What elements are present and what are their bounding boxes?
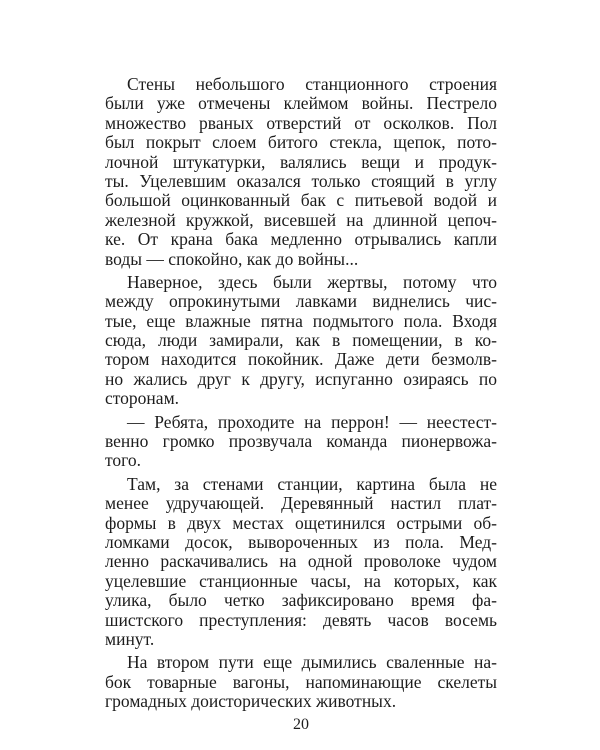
text-line: ке. От крана бака медленно отрывались капли — [105, 229, 497, 250]
text-line: был покрыт слоем битого стекла, щепок, пото- — [105, 132, 497, 153]
text-line: венно громко прозвучала команда пионервожа- — [105, 431, 497, 452]
paragraph — [105, 475, 497, 650]
text-line: железной кружкой, висевшей на длинной цепоч- — [105, 209, 497, 230]
text-line: Наверное, здесь были жертвы, потому что — [127, 271, 497, 292]
text-line: бок товарные вагоны, напоминающие скелеты — [105, 671, 497, 692]
text-line: громадных доисторических животных. — [105, 691, 397, 712]
body-text — [105, 75, 497, 712]
text-line: тором находится покойник. Даже дети безмолв- — [105, 349, 497, 370]
text-line: менее удручающей. Деревянный настил плат- — [105, 493, 497, 514]
text-line: минут. — [105, 628, 155, 649]
text-line: между опрокинутыми лавками виднелись чис- — [105, 291, 497, 312]
text-line: улика, было четко зафиксировано время фа- — [105, 590, 497, 611]
text-line: Там, за стенами станции, картина была не — [127, 473, 497, 494]
text-line: Стены небольшого станционного строения — [127, 74, 497, 94]
text-line: ты. Уцелевшим оказался только стоящий в углу — [105, 170, 497, 191]
text-line: шистского преступления: девять часов восемь — [105, 609, 497, 630]
text-line: воды — спокойно, как до войны... — [105, 248, 359, 269]
text-line: формы в двух местах ощетинился острыми об- — [105, 512, 497, 533]
paragraph — [105, 75, 497, 269]
text-line: тые, еще влажные пятна подмытого пола. Входя — [105, 310, 497, 331]
text-line: лочной штукатурки, валялись вещи и продук- — [105, 151, 497, 172]
paragraph — [105, 413, 497, 471]
text-line: уцелевшие станционные часы, на которых, как — [105, 570, 497, 591]
text-line: но жались друг к другу, испуганно озираясь по — [105, 368, 497, 389]
text-line: сюда, люди замирали, как в помещении, в ко- — [105, 330, 497, 351]
text-line: На втором пути еще дымились сваленные на- — [127, 652, 497, 673]
text-line: сторонам. — [105, 388, 180, 409]
page-number: 20 — [293, 716, 309, 733]
paragraph — [105, 653, 497, 711]
text-line: множество рваных отверстий от осколков. Пол — [105, 112, 497, 133]
text-line: — Ребята, проходите на перрон! — неестест- — [127, 411, 497, 432]
text-line: ломками досок, вывороченных из пола. Мед- — [105, 531, 497, 552]
text-line: большой оцинкованный бак с питьевой водой и — [105, 190, 497, 211]
text-line: ленно раскачивались на одной проволоке чудом — [105, 551, 497, 572]
paragraph — [105, 273, 497, 409]
text-line: были уже отмечены клеймом войны. Пестрело — [105, 93, 497, 114]
text-line: того. — [105, 450, 142, 471]
